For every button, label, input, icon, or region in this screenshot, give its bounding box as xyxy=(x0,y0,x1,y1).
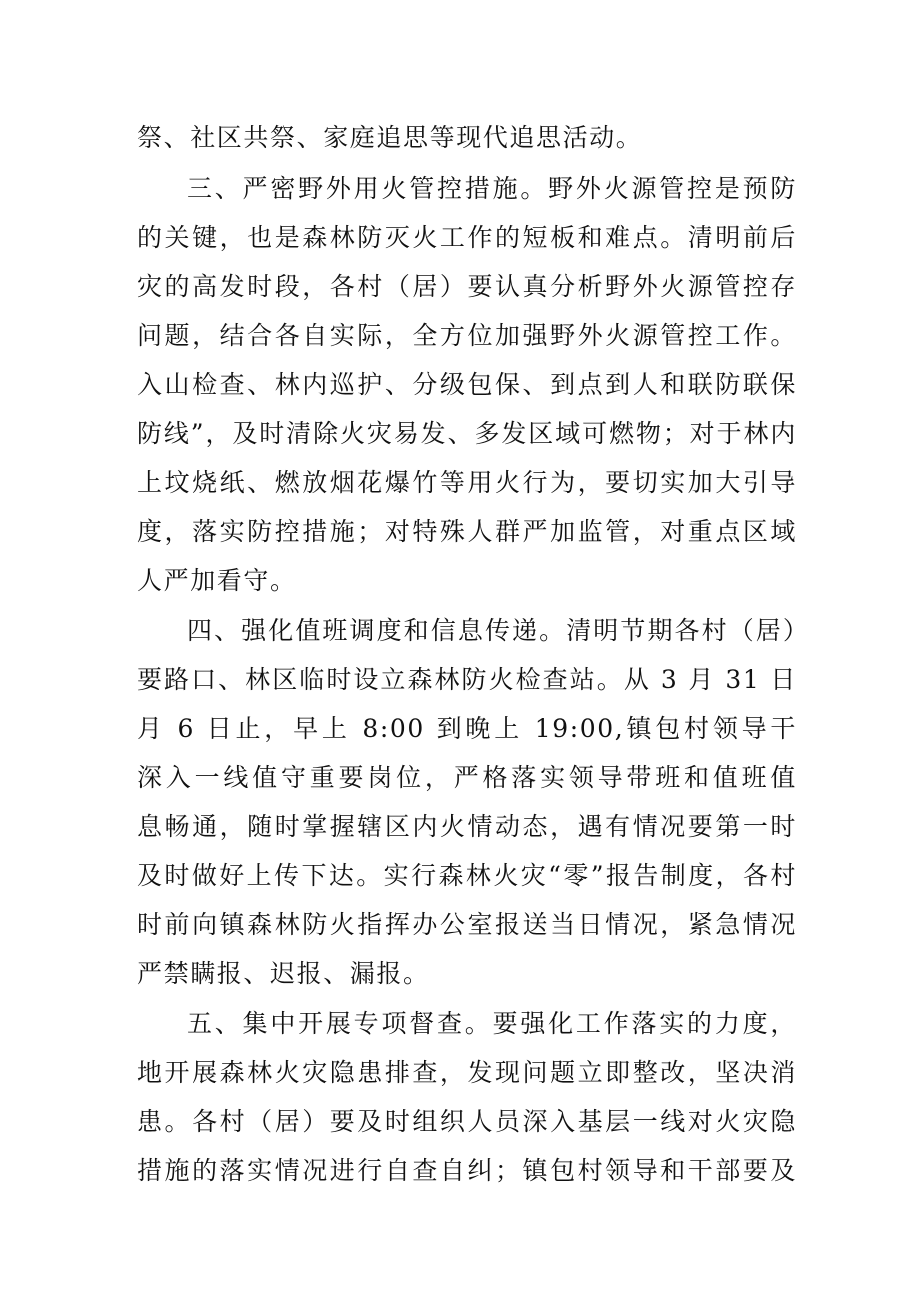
text-line: 要路口、林区临时设立森林防火检查站。从 3 月 31 日 xyxy=(137,665,797,694)
text-line: 地开展森林火灾隐患排查，发现问题立即整改，坚决消 xyxy=(137,1058,797,1087)
text-line: 月 6 日止，早上 8:00 到晚上 19:00,镇包村领导干 xyxy=(137,714,797,743)
text-line: 的关键，也是森林防灭火工作的短板和难点。清明前后 xyxy=(137,223,797,252)
text-line: 严禁瞒报、迟报、漏报。 xyxy=(137,959,430,988)
text-line: 措施的落实情况进行自查自纠；镇包村领导和干部要及 xyxy=(137,1156,797,1185)
text-line: 问题，结合各自实际，全方位加强野外火源管控工作。 xyxy=(137,321,797,350)
text-line: 度，落实防控措施；对特殊人群严加监管，对重点区域 xyxy=(137,517,797,546)
text-line: 上坟烧纸、燃放烟花爆竹等用火行为，要切实加大引导 xyxy=(137,468,797,497)
text-line: 防线”，及时清除火灾易发、多发区域可燃物；对于林内 xyxy=(137,419,797,448)
paragraph-5-heading-line: 五、集中开展专项督查。要强化工作落实的力度， xyxy=(187,1009,797,1038)
text-line: 患。各村（居）要及时组织人员深入基层一线对火灾隐 xyxy=(137,1107,797,1136)
text-line: 深入一线值守重要岗位，严格落实领导带班和值班值 xyxy=(137,763,797,792)
text-line: 息畅通，随时掌握辖区内火情动态，遇有情况要第一时 xyxy=(137,812,797,841)
text-line: 祭、社区共祭、家庭追思等现代追思活动。 xyxy=(137,123,643,152)
text-line: 及时做好上传下达。实行森林火灾“零”报告制度，各村 xyxy=(137,861,797,890)
text-line: 时前向镇森林防火指挥办公室报送当日情况，紧急情况 xyxy=(137,910,797,939)
text-line: 入山检查、林内巡护、分级包保、到点到人和联防联保 xyxy=(137,370,797,399)
paragraph-4-heading-line: 四、强化值班调度和信息传递。清明节期各村（居） xyxy=(187,616,797,645)
text-line: 灾的高发时段，各村（居）要认真分析野外火源管控存 xyxy=(137,272,797,301)
paragraph-3-heading-line: 三、严密野外用火管控措施。野外火源管控是预防 xyxy=(187,174,797,203)
text-line: 人严加看守。 xyxy=(137,566,297,595)
